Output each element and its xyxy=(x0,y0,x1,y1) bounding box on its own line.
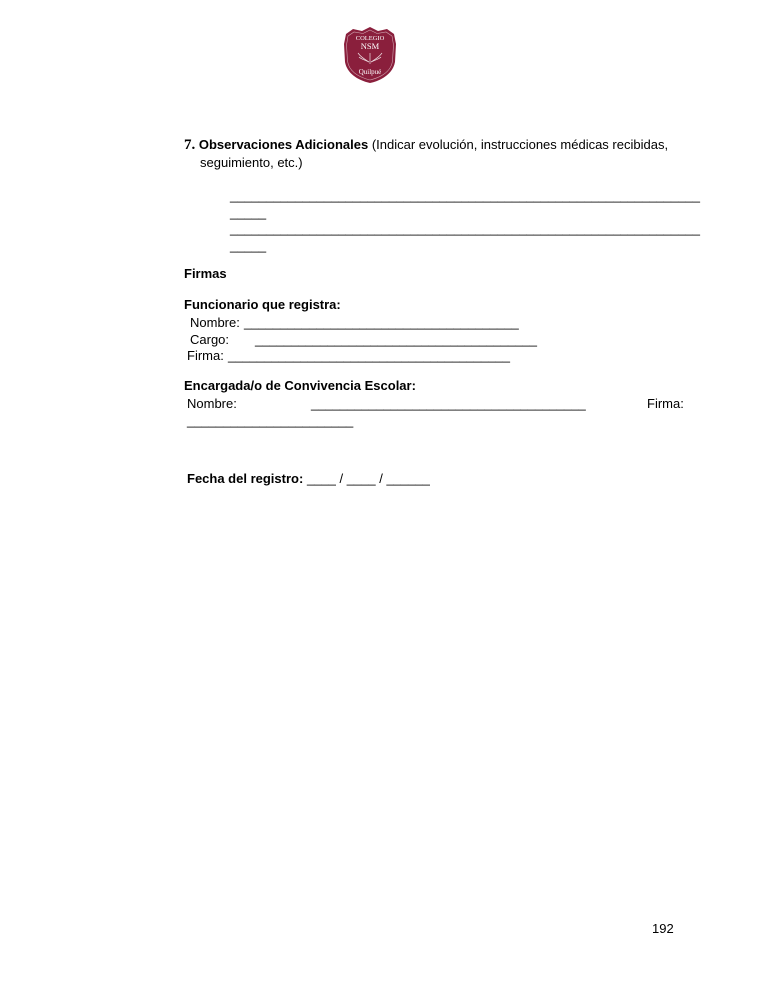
section-description: (Indicar evolución, instrucciones médicas recibidas, xyxy=(371,137,669,152)
funcionario-firma-line: _______________________________________ xyxy=(228,348,510,363)
observations-line-1-tail: _____ xyxy=(230,205,267,220)
encargada-firma-line: _______________________ xyxy=(187,413,354,428)
encargada-nombre-line: ______________________________________ xyxy=(311,396,586,411)
funcionario-nombre-label: Nombre: xyxy=(190,315,240,330)
funcionario-nombre-line: ______________________________________ xyxy=(244,315,519,330)
section-description-cont: seguimiento, etc.) xyxy=(200,155,303,170)
section-title: Observaciones Adicionales xyxy=(198,137,369,152)
observations-line-2-tail: _____ xyxy=(230,238,267,253)
observations-line-2: _________________________________________________________________ xyxy=(230,221,700,236)
firmas-heading: Firmas xyxy=(184,266,227,281)
school-logo xyxy=(342,26,398,84)
logo-text-quilpue: Quilpué xyxy=(358,68,382,76)
encargada-heading: Encargada/o de Convivencia Escolar: xyxy=(184,378,416,393)
shield-icon xyxy=(342,26,398,84)
encargada-firma-label: Firma: xyxy=(647,396,684,411)
section-7-header xyxy=(184,137,668,154)
page-number: 192 xyxy=(652,921,674,936)
funcionario-cargo-label: Cargo: xyxy=(190,332,230,347)
encargada-nombre-label: Nombre: xyxy=(187,396,237,411)
fecha-label: Fecha del registro: xyxy=(187,471,304,486)
section-number: 7. xyxy=(184,137,196,153)
fecha-registro xyxy=(187,471,430,486)
funcionario-firma-label: Firma: xyxy=(187,348,224,363)
fecha-value: ____ / ____ / ______ xyxy=(306,471,430,486)
observations-line-1: _________________________________________________________________ xyxy=(230,188,700,203)
logo-text-nsm: NSM xyxy=(360,41,380,51)
logo-text-colegio: COLEGIO xyxy=(355,35,385,42)
funcionario-heading: Funcionario que registra: xyxy=(184,297,341,312)
funcionario-cargo-line: _______________________________________ xyxy=(255,332,537,347)
